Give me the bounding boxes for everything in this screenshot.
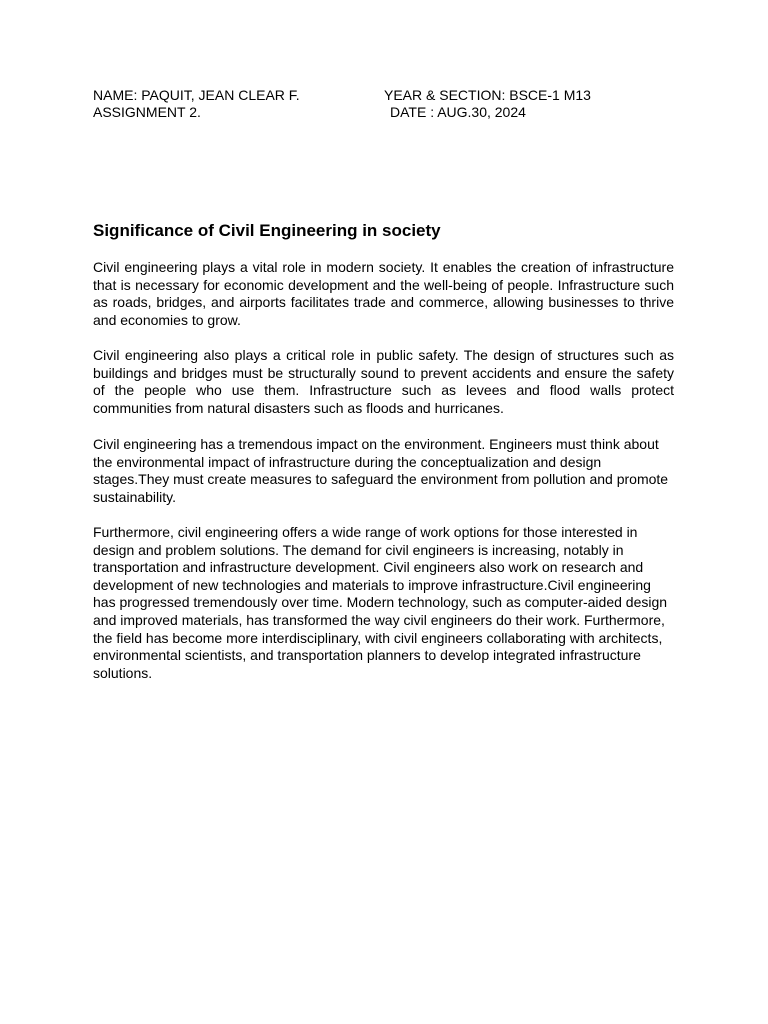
document-title: Significance of Civil Engineering in society [93, 221, 441, 240]
paragraph-environment: Civil engineering has a tremendous impact on the environment. Engineers must think about the environmental impact of infrastructure during the conceptualization and design stages.They must create measures to safeguard the environment from pollution and promote sustainability. [93, 436, 669, 505]
paragraph-career-options: Furthermore, civil engineering offers a wide range of work options for those interested in design and problem solutions. The demand for civil engineers is increasing, notably in transportation and infrastructure development. Civil engineers also work on research and development of new technologies and materials to improve infrastructure.Civil engineering has progressed tremendously over time. Modern technology, such as computer-aided design and improved materials, has transformed the way civil engineers do their work. Furthermore, the field has become more interdisciplinary, with civil engineers collaborating with architects, environmental scientists, and transportation planners to develop integrated infrastructure solutions. [93, 524, 668, 681]
student-name: NAME: PAQUIT, JEAN CLEAR F. [93, 87, 300, 103]
paragraph-economic-role: Civil engineering plays a vital role in modern society. It enables the creation of infrastructure that is necessary for economic development and the well-being of people. Infrastructure such as roads, bridges, and airports facilitates trade and commerce, allowing businesses to thrive and economies to grow. [93, 259, 674, 328]
assignment-date: DATE : AUG.30, 2024 [390, 104, 526, 120]
paragraph-public-safety: Civil engineering also plays a critical role in public safety. The design of structures such as buildings and bridges must be structurally sound to prevent accidents and ensure the safety of the people who use them. Infrastructure such as levees and flood walls protect communities from natural disasters such as floods and hurricanes. [93, 347, 674, 416]
assignment-label: ASSIGNMENT 2. [93, 104, 201, 120]
year-section: YEAR & SECTION: BSCE-1 M13 [384, 87, 591, 103]
